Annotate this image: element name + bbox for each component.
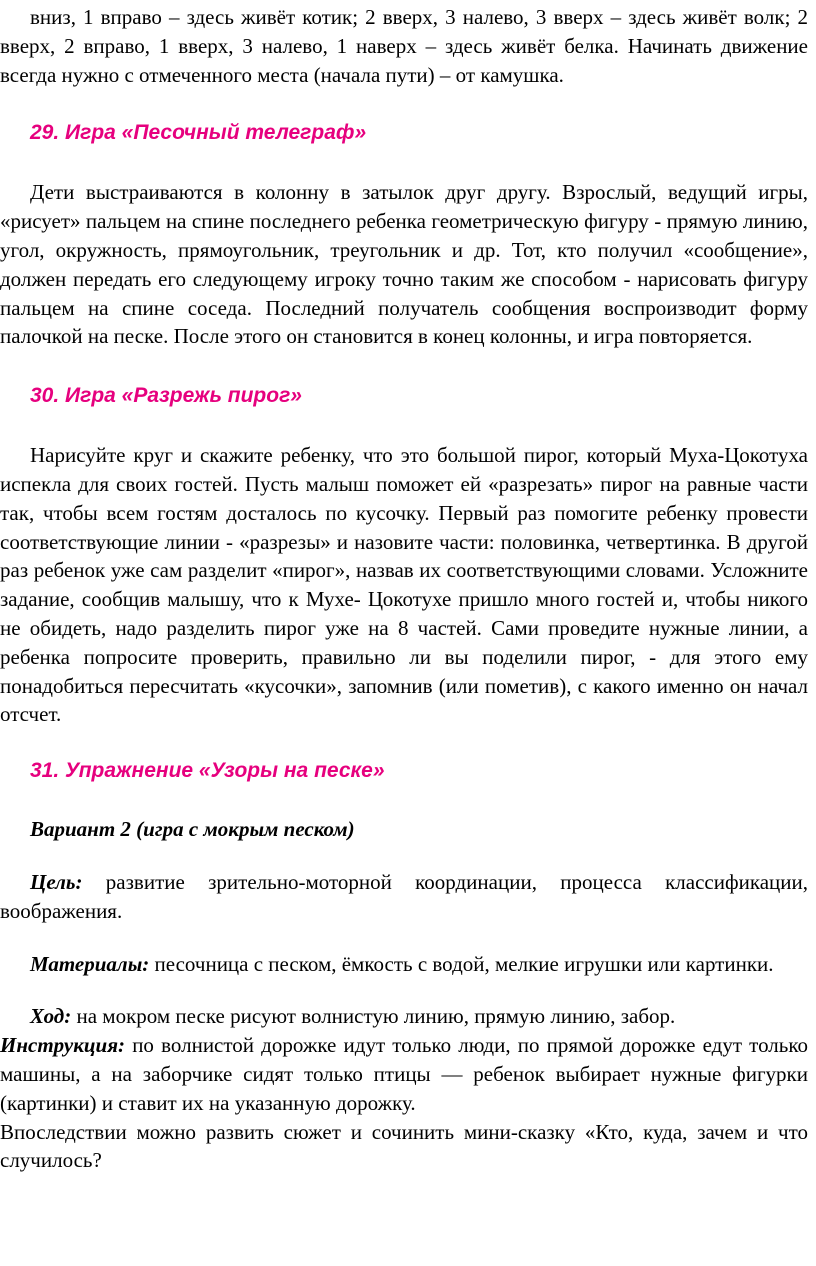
instruction-text: по волнистой дорожке идут только люди, по прямой дорожке едут только машины, а на заборчике сидят только птицы — ребенок выбирает нужные фигурки (картинки) и ставит их на указанную дорожку. — [0, 1033, 808, 1115]
section-31-heading: 31. Упражнение «Узоры на песке» — [30, 759, 385, 783]
section-29-body: Дети выстраиваются в колонну в затылок друг другу. Взрослый, ведущий игры, «рисует» пальцем на спине последнего ребенка геометрическую фигуру - прямую линию, угол, окружность, прямоугольник, треугольник и др. Тот, кто получил «сообщение», должен передать его следующему игроку точно таким же способом - нарисовать фигуру пальцем на спине соседа. Последний получатель сообщения воспроизводит форму палочкой на песке. После этого он становится в конец колонны, и игра повторяется. — [0, 180, 808, 349]
instruction-label: Инструкция: — [0, 1033, 126, 1058]
process-text: на мокром песке рисуют волнистую линию, прямую линию, забор. — [71, 1004, 676, 1029]
goal-label: Цель: — [30, 869, 83, 894]
closing-paragraph: Впоследствии можно развить сюжет и сочинить мини-сказку «Кто, куда, зачем и что случилось? — [0, 1119, 808, 1173]
materials-paragraph — [0, 950, 808, 979]
section-31-variant: Вариант 2 (игра с мокрым песком) — [30, 817, 355, 842]
process-label: Ход: — [30, 1004, 72, 1029]
instruction-paragraph — [0, 1031, 808, 1117]
section-30-heading: 30. Игра «Разрежь пирог» — [30, 384, 302, 408]
goal-paragraph — [0, 868, 808, 926]
materials-label: Материалы: — [30, 951, 150, 976]
materials-text: песочница с песком, ёмкость с водой, мелкие игрушки или картинки. — [149, 951, 774, 976]
goal-text: развитие зрительно-моторной координации, процесса классификации, воображения. — [0, 869, 808, 923]
intro-paragraph: вниз, 1 вправо – здесь живёт котик; 2 вверх, 3 налево, 3 вверх – здесь живёт волк; 2 вверх, 2 вправо, 1 вверх, 3 налево, 1 наверх – здесь живёт белка. Начинать движение всегда нужно с отмеченного места (начала пути) – от камушка. — [0, 5, 808, 87]
process-paragraph — [0, 1002, 808, 1031]
section-29-heading: 29. Игра «Песочный телеграф» — [30, 121, 367, 145]
section-30-body: Нарисуйте круг и скажите ребенку, что это большой пирог, который Муха-Цокотуха испекла для своих гостей. Пусть малыш поможет ей «разрезать» пирог на равные части так, чтобы всем гостям досталось по кусочку. Первый раз помогите ребенку провести соответствующие линии - «разрезы» и назовите части: половинка, четвертинка. В другой раз ребенок уже сам разделит «пирог», назвав их соответствующими словами. Усложните задание, сообщив малышу, что к Мухе- Цокотухе пришло много гостей и, чтобы никого не обидеть, надо разделить пирог уже на 8 частей. Сами проведите нужные линии, а ребенка попросите проверить, правильно ли вы поделили пирог, - для этого ему понадобиться пересчитать «кусочки», запомнив (или пометив), с какого именно он начал отсчет. — [0, 443, 808, 727]
